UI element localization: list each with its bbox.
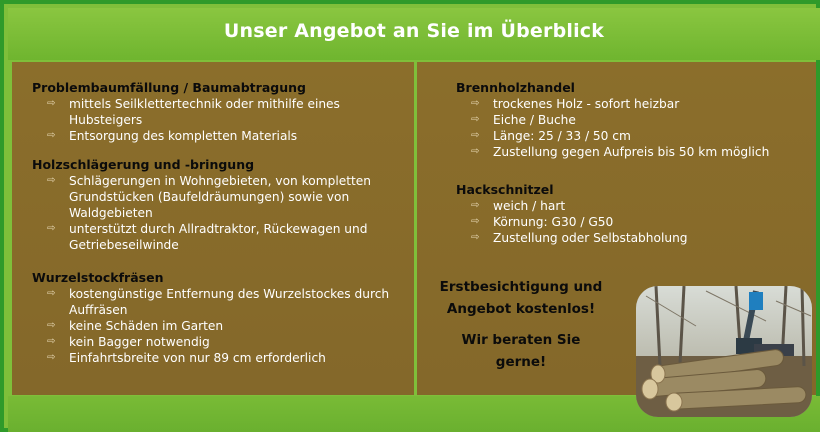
list-item: ⇨ Eiche / Buche [471,113,576,127]
list-item: ⇨ kein Bagger notwendig [47,335,210,349]
section-heading: Wurzelstockfräsen [32,270,164,285]
arrow-icon: ⇨ [471,98,480,109]
list-item: ⇨ Zustellung oder Selbstabholung [471,231,688,245]
call-to-action [436,276,606,373]
cta-line: Angebot kostenlos! [446,301,596,317]
header-band [8,8,820,60]
page-title: Unser Angebot an Sie im Überblick [223,20,605,42]
arrow-icon: ⇨ [47,175,56,186]
section-heading: Hackschnitzel [456,182,554,197]
arrow-icon: ⇨ [471,232,480,243]
arrow-icon: ⇨ [47,352,56,363]
list-item: ⇨ Schlägerungen in Wohngebieten, von kompletten Grundstücken (Baufeldräumungen) sowie von Waldgebieten [47,174,371,220]
cta-line: Wir beraten Sie gerne! [461,332,581,370]
list-item: ⇨ keine Schäden im Garten [47,319,224,333]
arrow-icon: ⇨ [471,114,480,125]
list-item: ⇨ mittels Seilklettertechnik oder mithilfe eines Hubsteigers [47,97,340,127]
arrow-icon: ⇨ [47,223,56,234]
section-heading: Brennholzhandel [456,80,575,95]
list-item: ⇨ unterstützt durch Allradtraktor, Rückewagen und Getriebeseilwinde [47,222,368,252]
arrow-icon: ⇨ [471,130,480,141]
arrow-icon: ⇨ [471,146,480,157]
section-hackschnitzel [456,182,796,246]
arrow-icon: ⇨ [471,216,480,227]
section-brennholzhandel [456,80,796,160]
arrow-icon: ⇨ [47,98,56,109]
arrow-icon: ⇨ [47,320,56,331]
section-wurzelstockfraesen [32,270,412,366]
forestry-photo [636,286,812,417]
arrow-icon: ⇨ [47,336,56,347]
section-heading: Holzschlägerung und -bringung [32,157,255,172]
list-item: ⇨ kostengünstige Entfernung des Wurzelstockes durch Auffräsen [47,287,390,317]
forestry-photo-illustration [636,286,812,417]
arrow-icon: ⇨ [47,288,56,299]
arrow-icon: ⇨ [471,200,480,211]
cta-line: Erstbesichtigung und [439,279,603,295]
list-item: ⇨ Zustellung gegen Aufpreis bis 50 km möglich [471,145,770,159]
section-baumfaellung [32,80,412,144]
list-item: ⇨ trockenes Holz - sofort heizbar [471,97,680,111]
list-item: ⇨ weich / hart [471,199,566,213]
arrow-icon: ⇨ [47,130,56,141]
list-item: ⇨ Entsorgung des kompletten Materials [47,129,298,143]
list-item: ⇨ Länge: 25 / 33 / 50 cm [471,129,631,143]
list-item: ⇨ Einfahrtsbreite von nur 89 cm erforderlich [47,351,326,365]
list-item: ⇨ Körnung: G30 / G50 [471,215,614,229]
section-heading: Problembaumfällung / Baumabtragung [32,80,306,95]
section-holzschlaegerung [32,157,412,253]
